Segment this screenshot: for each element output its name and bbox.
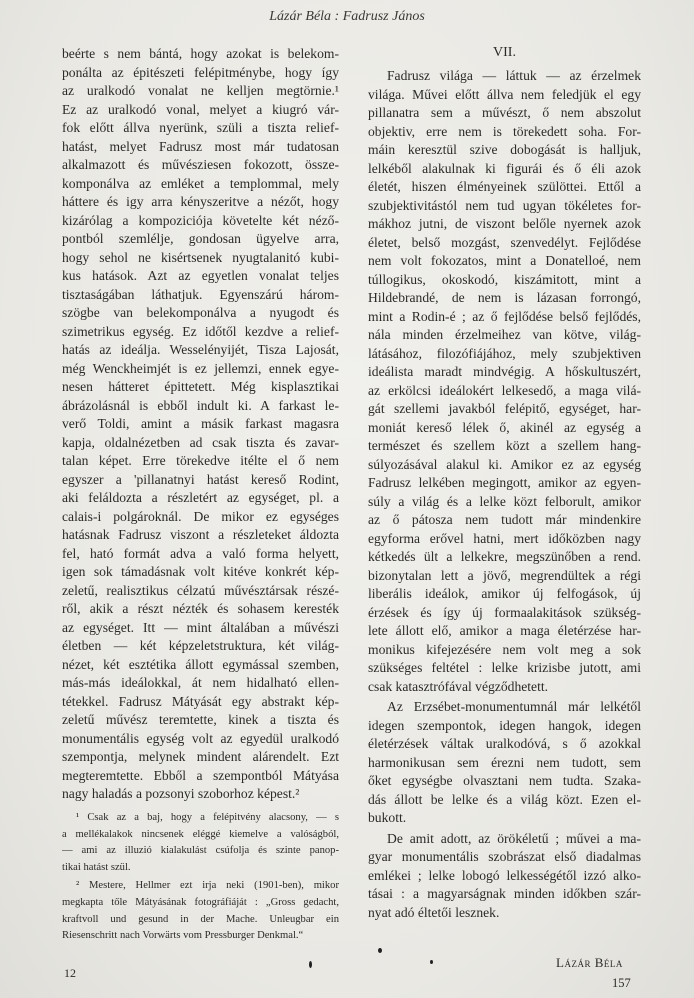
text-line: hatás az ideálja. Wesselényijét, Tisza Lajosát, — [62, 342, 339, 357]
text-line: tétekkel. Fadrusz Mátyását egy abstrakt kép- — [62, 693, 339, 709]
text-line: súlyozásával alakul ki. Amikor ez az egység — [368, 456, 641, 472]
text-line: nézet, két esztétika állott egymással szemben, — [62, 656, 339, 672]
text-line: alkalmazott és művésziesen fokozott, össze- — [62, 157, 339, 172]
text-line: kus hatások. Azt az egyetlen vonalat teljes — [62, 268, 339, 283]
right-column — [368, 67, 641, 922]
text-line: nála minden érzelmeihez van kötve, világ- — [368, 327, 641, 342]
text-line: pillanatra sem a művészt, ő nem abszolut — [368, 105, 641, 120]
section-number: VII. — [493, 45, 516, 60]
text-line: zeletű művész teremtette, kinek a tiszta és — [62, 712, 339, 727]
text-line: tásai : a magyarságnak minden időkben szár- — [368, 886, 641, 901]
text-line: objektiv, erre nem is törekedett soha. For- — [368, 123, 641, 139]
text-line: ponálta az épitészeti felépitménybe, hogy így — [62, 64, 339, 80]
text-line: őket egységbe olvasztani nem tudta. Szaka- — [368, 773, 641, 788]
running-header: Lázár Béla : Fadrusz János — [269, 9, 425, 24]
text-line: gyar monumentális szobrászat első diadalmas — [368, 849, 641, 864]
text-line: Fadrusz világa — láttuk — az érzelmek — [387, 68, 641, 83]
text-line: érzések és így új formaalakitások szükség- — [368, 604, 641, 620]
text-line: komponálva az emléket a templommal, mely — [62, 175, 339, 191]
text-line: fok előtt állva nyerünk, szüli a tiszta relief- — [62, 120, 339, 135]
page-number-left: 12 — [64, 966, 76, 980]
text-line: liberális ideálok, amikor új felfogások, új — [368, 586, 641, 601]
text-line: ábrázolásnál is ebből indult ki. A farkast le- — [62, 397, 339, 413]
text-line: hogy sehol ne kisértsenek nyugtalanitó kubi- — [62, 249, 339, 265]
text-line: ről, akik a részt nézték és sohasem keresték — [62, 601, 339, 616]
footnote-line: Riesenschritt nach Vorwärts vom Pressburger Denkmal.“ — [62, 930, 304, 942]
text-line: máin keresztül szive dobogását is halljuk, — [368, 142, 641, 157]
text-line: szükséges feltétel : lelke krizisbe jutott, ami — [368, 660, 641, 675]
text-line: kapja, oldalnézetben ad csak tiszta és zavar- — [62, 434, 339, 450]
text-line: még Wenckheimjét is ez jellemzi, ennek egye- — [62, 360, 339, 376]
ink-speck — [309, 961, 312, 968]
text-line: egyszer a 'pillanatnyi hatást kereső Rodint, — [62, 471, 339, 487]
text-line: csak katasztrófával végződhetett. — [368, 678, 549, 694]
text-line: lelkéből alakulnak ki figurái és ő éli azok — [368, 160, 641, 176]
text-line: életérzések váltak uralkodóvá, s ő azokkal — [368, 736, 641, 751]
text-line: emlékei ; lelke lobogó lelkességétől izzó alko- — [368, 867, 641, 883]
footnote-line: ¹ Csak az a baj, hogy a felépitvény alacsony, — s — [76, 812, 339, 823]
text-line: nagy haladás a pozsonyi szoborhoz képest.² — [62, 786, 300, 801]
text-line: nem volt fokozatos, mint a Donatelloé, nem — [368, 253, 641, 268]
text-line: Az Erzsébet-monumentumnál már lelkétől — [387, 699, 641, 714]
text-line: monumentális egység volt az egyedül uralkodó — [62, 730, 339, 746]
page-number-right: 157 — [612, 976, 631, 990]
footnote-line: tikai hatást szül. — [62, 861, 131, 873]
text-line: monikus kifejezésére nem volt meg a sok — [368, 641, 641, 657]
footnote-line: megkapta tőle Mátyásának fotográfiáját : „Gross gedacht, — [62, 896, 339, 908]
text-line: az erkölcsi ideálokért lelkesedő, a maga vilá- — [368, 382, 641, 398]
text-line: hatást, melyet Fadrusz most már tudatosan — [62, 138, 339, 154]
footnotes — [62, 810, 339, 945]
text-line: világa. Művei előtt állva nem feledjük el egy — [368, 86, 641, 102]
text-line: bukott. — [368, 810, 407, 825]
ink-speck — [378, 948, 382, 953]
text-line: az ő pátosza nem tudott már mindenkire — [368, 512, 641, 527]
text-line: fel, ható formát adva a való forma helyett, — [62, 545, 339, 561]
text-line: idegen szempontok, idegen hangok, idegen — [368, 717, 641, 733]
text-line: Ez az uralkodó vonal, melyet a kiugró vár- — [62, 101, 339, 117]
text-line: bizonytalan lett a jövő, megrendültek a régi — [368, 567, 641, 583]
text-line: szubjektivitástól nem tud ugyan tökéletes for- — [368, 197, 641, 213]
footnote-line: a mellékalakok nincsenek eléggé kiemelve a valóságból, — [62, 828, 339, 840]
text-line: hatásnak Fadrusz viszont a részleteket áldozta — [62, 527, 339, 542]
ink-speck — [430, 960, 433, 964]
text-line: pontból szemlélje, gondosan ügyelve arra, — [62, 231, 339, 246]
text-line: moniát kereső lélek ő, akinél az egység a — [368, 419, 641, 435]
text-line: az uralkodó vonalat ne kelljen megtörnie.¹ — [62, 83, 339, 98]
text-line: mint a Rodin-é ; az ő fejlődése belső fejlődés, — [368, 308, 641, 324]
footnote-line: kraftvoll und gesund in der Mache. Unleugbar ein — [62, 913, 339, 925]
text-line: látásához, filozófiájához, mely szubjektiven — [368, 345, 641, 361]
text-line: tisztaságában láthatjuk. Egyenszárú három- — [62, 286, 339, 302]
text-line: az egységet. Itt — mint általában a művészi — [62, 619, 339, 635]
text-line: dás állott be lelke és a világ közt. Ezen el- — [368, 791, 641, 807]
text-line: verő Toldi, amint a másik farkast magasra — [62, 416, 339, 431]
text-line: életet, belső mozgást, szenvedélyt. Fejlődése — [368, 234, 641, 250]
text-line: zeletű, realisztikus célzatú művésztársak részé- — [62, 582, 339, 598]
text-line: beérte s nem bántá, hogy azokat is belekom- — [62, 46, 339, 61]
text-line: súly a világ és a lelke közt felborult, amikor — [368, 493, 641, 509]
text-line: aki feláldozta a részletért az egységet, pl. a — [62, 490, 339, 505]
text-line: szimetrikus egység. Ez időtől kezdve a relief- — [62, 323, 339, 339]
footnote-line: ² Mestere, Hellmer ezt irja neki (1901-ben), mikor — [76, 880, 339, 892]
footnote-line: — ami az illuzió kialakulást csúfolja és szinte panop- — [62, 845, 339, 857]
text-line: életét, hiszen élményeinek szülöttei. Ettől a — [368, 179, 641, 194]
text-line: mákhoz jutni, de viszont belőle nyernek azok — [368, 216, 641, 231]
text-line: egyforma erővel hatni, mert időközben nagy — [368, 530, 641, 546]
text-line: túllogikus, okoskodó, kiszámitott, mint a — [368, 271, 641, 287]
text-line: szempontja, melynek mindent alárendelt. Ezt — [62, 749, 339, 764]
author-signature: Lázár Béla — [556, 955, 623, 970]
text-line: Hildebrandé, de nem is lázasan forrongó, — [368, 290, 641, 305]
text-line: kétkedés ült a lelkekre, megszünőben a rend. — [368, 549, 641, 564]
text-line: lete állott elő, amikor a maga életérzése har- — [368, 623, 641, 638]
text-line: talan képet. Erre törekedve itélte el ő nem — [62, 453, 339, 468]
text-line: más-más ideálokkal, át nem hidalható ellen- — [62, 675, 339, 690]
text-line: De amit adott, az örökéletű ; művei a ma- — [387, 830, 641, 846]
text-line: igen sok támadásnak volt kitéve konkrét kép- — [62, 564, 339, 579]
text-line: Fadrusz lelkében megingott, amikor az egyen- — [368, 475, 641, 490]
text-line: calais-i polgároknál. De mikor ez egységes — [62, 508, 339, 524]
text-line: nyat adó éltetői lesznek. — [368, 904, 500, 920]
left-column — [62, 45, 339, 804]
text-line: kizárólag a kompoziciója követelte két néző- — [62, 212, 339, 228]
text-line: nesen hátteret épittetett. Még kisplasztikai — [62, 379, 339, 394]
text-line: természet és szellem közt a szellem hang- — [368, 438, 641, 453]
text-line: szögbe van belekomponálva a nyugodt és — [62, 305, 339, 320]
text-line: gát szellemi javakból felépitő, egységet, har- — [368, 401, 641, 416]
text-line: ideálista maradt mindvégig. A hőskultuszért, — [368, 364, 641, 379]
text-line: megteremtette. Ebből a szempontból Mátyása — [62, 767, 339, 783]
text-line: háttere és igy arra kényszeritve a nézőt, hogy — [62, 194, 339, 209]
text-line: életben — két képzeletstruktura, két világ- — [62, 638, 339, 653]
text-line: harmonikusan sem érezni nem tudott, sem — [368, 754, 641, 770]
